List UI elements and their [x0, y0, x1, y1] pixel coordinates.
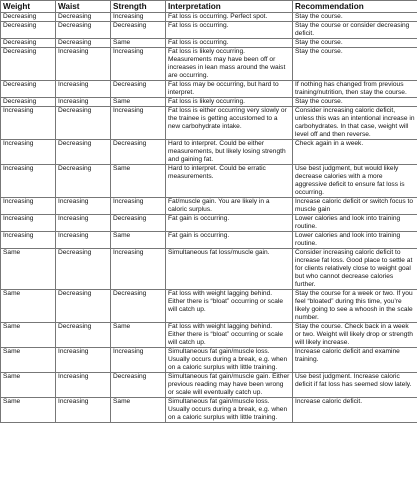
- cell-interpretation: Fat loss is occurring.: [166, 22, 293, 39]
- cell-recommendation: Stay the course.: [293, 13, 417, 22]
- cell-waist: Increasing: [56, 373, 111, 398]
- cell-weight: Decreasing: [1, 98, 56, 107]
- cell-strength: Increasing: [111, 13, 166, 22]
- cell-weight: Increasing: [1, 165, 56, 198]
- table-row: [1, 249, 417, 290]
- table-row: [1, 323, 417, 348]
- header-weight: Weight: [1, 1, 56, 13]
- cell-weight: Increasing: [1, 198, 56, 215]
- cell-recommendation: Consider increasing caloric deficit to increase fat loss. Good place to settle at for clients relatively close to weight goal but who cannot decrease calories further.: [293, 249, 417, 290]
- cell-weight: Same: [1, 348, 56, 373]
- table-row: [1, 398, 417, 423]
- cell-waist: Decreasing: [56, 290, 111, 323]
- cell-recommendation: Consider increasing caloric deficit, unless this was an intentional increase in carbohydrates. In that case, weight will level off and then reverse.: [293, 107, 417, 140]
- cell-interpretation: Fat gain is occurring.: [166, 215, 293, 232]
- cell-weight: Same: [1, 249, 56, 290]
- header-interpretation: Interpretation: [166, 1, 293, 13]
- cell-strength: Same: [111, 98, 166, 107]
- cell-weight: Decreasing: [1, 48, 56, 81]
- cell-strength: Decreasing: [111, 81, 166, 98]
- table-row: [1, 165, 417, 198]
- cell-interpretation: Fat loss is likely occurring.: [166, 98, 293, 107]
- cell-interpretation: Simultaneous fat loss/muscle gain.: [166, 249, 293, 290]
- table-row: [1, 98, 417, 107]
- cell-waist: Decreasing: [56, 249, 111, 290]
- cell-interpretation: Fat loss may be occurring, but hard to interpret.: [166, 81, 293, 98]
- header-recommendation: Recommendation: [293, 1, 417, 13]
- cell-weight: Decreasing: [1, 13, 56, 22]
- table-row: [1, 13, 417, 22]
- cell-weight: Increasing: [1, 107, 56, 140]
- table-body: [1, 13, 417, 423]
- table-row: [1, 22, 417, 39]
- cell-weight: Decreasing: [1, 81, 56, 98]
- table-row: [1, 81, 417, 98]
- table-row: [1, 140, 417, 165]
- cell-waist: Increasing: [56, 232, 111, 249]
- cell-weight: Decreasing: [1, 22, 56, 39]
- table-row: [1, 290, 417, 323]
- cell-strength: Decreasing: [111, 215, 166, 232]
- table-row: [1, 107, 417, 140]
- cell-waist: Decreasing: [56, 22, 111, 39]
- cell-strength: Decreasing: [111, 140, 166, 165]
- header-waist: Waist: [56, 1, 111, 13]
- cell-strength: Decreasing: [111, 290, 166, 323]
- cell-strength: Increasing: [111, 348, 166, 373]
- cell-recommendation: If nothing has changed from previous training/nutrition, then stay the course.: [293, 81, 417, 98]
- table-row: [1, 348, 417, 373]
- cell-waist: Decreasing: [56, 323, 111, 348]
- cell-recommendation: Stay the course or consider decreasing deficit.: [293, 22, 417, 39]
- cell-strength: Decreasing: [111, 22, 166, 39]
- table-row: [1, 48, 417, 81]
- table-row: [1, 39, 417, 48]
- cell-interpretation: Fat loss is occurring.: [166, 39, 293, 48]
- table-row: [1, 232, 417, 249]
- cell-waist: Increasing: [56, 348, 111, 373]
- header-strength: Strength: [111, 1, 166, 13]
- cell-waist: Decreasing: [56, 107, 111, 140]
- cell-strength: Increasing: [111, 198, 166, 215]
- cell-recommendation: Increase caloric deficit.: [293, 398, 417, 423]
- cell-waist: Decreasing: [56, 165, 111, 198]
- cell-weight: Increasing: [1, 215, 56, 232]
- cell-recommendation: Stay the course.: [293, 48, 417, 81]
- cell-recommendation: Stay the course.: [293, 39, 417, 48]
- cell-weight: Increasing: [1, 140, 56, 165]
- cell-strength: Increasing: [111, 107, 166, 140]
- cell-weight: Same: [1, 398, 56, 423]
- cell-weight: Same: [1, 373, 56, 398]
- cell-recommendation: Increase caloric deficit and examine training.: [293, 348, 417, 373]
- cell-recommendation: Increase caloric deficit or switch focus to muscle gain: [293, 198, 417, 215]
- cell-interpretation: Hard to interpret. Could be erratic measurements.: [166, 165, 293, 198]
- cell-interpretation: Fat/muscle gain. You are likely in a caloric surplus.: [166, 198, 293, 215]
- cell-strength: Same: [111, 232, 166, 249]
- cell-recommendation: Stay the course for a week or two. If you feel “bloated” during this time, you’re likely going to see a whoosh in the scale number.: [293, 290, 417, 323]
- cell-recommendation: Use best judgment. Increase caloric deficit if fat loss has seemed slow lately.: [293, 373, 417, 398]
- cell-weight: Decreasing: [1, 39, 56, 48]
- cell-strength: Same: [111, 323, 166, 348]
- cell-waist: Decreasing: [56, 13, 111, 22]
- header-row: [1, 1, 417, 13]
- cell-waist: Decreasing: [56, 140, 111, 165]
- table-row: [1, 198, 417, 215]
- cell-strength: Same: [111, 39, 166, 48]
- cell-strength: Increasing: [111, 48, 166, 81]
- table-row: [1, 215, 417, 232]
- cell-interpretation: Simultaneous fat gain/muscle gain. Either previous reading may have been wrong or scale will eventually catch up.: [166, 373, 293, 398]
- cell-strength: Decreasing: [111, 373, 166, 398]
- cell-interpretation: Simultaneous fat gain/muscle loss. Usually occurs during a break, e.g. when on a caloric surplus with little training.: [166, 348, 293, 373]
- cell-interpretation: Fat loss is occurring. Perfect spot.: [166, 13, 293, 22]
- cell-waist: Increasing: [56, 198, 111, 215]
- cell-interpretation: Fat loss is either occurring very slowly or the trainee is getting accustomed to a new carbohydrate intake.: [166, 107, 293, 140]
- cell-recommendation: Use best judgment, but would likely decrease calories with a more aggressive deficit to ensure fat loss is occurring.: [293, 165, 417, 198]
- cell-weight: Same: [1, 323, 56, 348]
- table-row: [1, 373, 417, 398]
- cell-recommendation: Stay the course. Check back in a week or two. Weight will likely drop or strength will likely increase.: [293, 323, 417, 348]
- cell-recommendation: Lower calories and look into training routine.: [293, 232, 417, 249]
- cell-interpretation: Hard to interpret. Could be either measurements, but likely losing strength and gaining fat.: [166, 140, 293, 165]
- cell-recommendation: Lower calories and look into training routine.: [293, 215, 417, 232]
- cell-strength: Same: [111, 165, 166, 198]
- cell-weight: Increasing: [1, 232, 56, 249]
- cell-interpretation: Fat loss with weight lagging behind. Either there is “bloat” occurring or scale will catch up.: [166, 323, 293, 348]
- cell-waist: Increasing: [56, 215, 111, 232]
- cell-interpretation: Simultaneous fat gain/muscle loss. Usually occurs during a break, e.g. when on a caloric surplus with little training.: [166, 398, 293, 423]
- cell-waist: Increasing: [56, 98, 111, 107]
- cell-interpretation: Fat gain is occurring.: [166, 232, 293, 249]
- cell-recommendation: Stay the course.: [293, 98, 417, 107]
- cell-waist: Decreasing: [56, 39, 111, 48]
- cell-strength: Same: [111, 398, 166, 423]
- cell-strength: Increasing: [111, 249, 166, 290]
- cell-recommendation: Check again in a week.: [293, 140, 417, 165]
- cell-weight: Same: [1, 290, 56, 323]
- cell-interpretation: Fat loss with weight lagging behind. Either there is “bloat” occurring or scale will catch up.: [166, 290, 293, 323]
- cell-interpretation: Fat loss is likely occurring. Measurements may have been off or increases in lean mass around the waist are occurring.: [166, 48, 293, 81]
- cell-waist: Increasing: [56, 398, 111, 423]
- cell-waist: Increasing: [56, 48, 111, 81]
- cell-waist: Increasing: [56, 81, 111, 98]
